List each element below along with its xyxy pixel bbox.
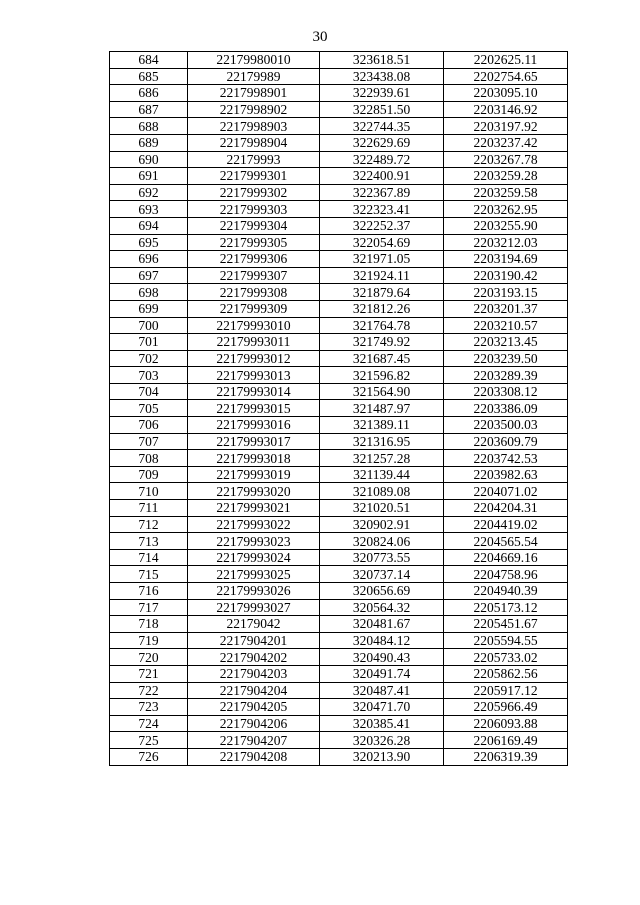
x-coordinate-cell: 323618.51 xyxy=(320,52,444,69)
y-coordinate-cell: 2203386.09 xyxy=(444,400,568,417)
table-row xyxy=(110,300,568,317)
x-coordinate-cell: 320902.91 xyxy=(320,516,444,533)
table-row xyxy=(110,101,568,118)
point-id-cell: 22179993020 xyxy=(188,483,320,500)
point-id-cell: 22179993015 xyxy=(188,400,320,417)
x-coordinate-cell: 321389.11 xyxy=(320,417,444,434)
point-id-cell: 2217904207 xyxy=(188,732,320,749)
y-coordinate-cell: 2203201.37 xyxy=(444,300,568,317)
x-coordinate-cell: 322939.61 xyxy=(320,85,444,102)
x-coordinate-cell: 322367.89 xyxy=(320,184,444,201)
x-coordinate-cell: 321564.90 xyxy=(320,383,444,400)
point-id-cell: 22179993016 xyxy=(188,417,320,434)
point-id-cell: 22179993019 xyxy=(188,466,320,483)
point-number-cell: 689 xyxy=(110,134,188,151)
x-coordinate-cell: 320326.28 xyxy=(320,732,444,749)
point-id-cell: 22179993023 xyxy=(188,533,320,550)
point-number-cell: 688 xyxy=(110,118,188,135)
point-number-cell: 692 xyxy=(110,184,188,201)
x-coordinate-cell: 321596.82 xyxy=(320,367,444,384)
x-coordinate-cell: 322629.69 xyxy=(320,134,444,151)
y-coordinate-cell: 2203267.78 xyxy=(444,151,568,168)
point-id-cell: 2217999308 xyxy=(188,284,320,301)
point-id-cell: 2217904202 xyxy=(188,649,320,666)
table-row xyxy=(110,134,568,151)
point-id-cell: 22179989 xyxy=(188,68,320,85)
x-coordinate-cell: 322252.37 xyxy=(320,217,444,234)
table-row xyxy=(110,566,568,583)
y-coordinate-cell: 2205733.02 xyxy=(444,649,568,666)
x-coordinate-cell: 322489.72 xyxy=(320,151,444,168)
point-id-cell: 22179993011 xyxy=(188,334,320,351)
point-number-cell: 686 xyxy=(110,85,188,102)
y-coordinate-cell: 2203239.50 xyxy=(444,350,568,367)
point-id-cell: 22179993017 xyxy=(188,433,320,450)
point-id-cell: 2217904203 xyxy=(188,665,320,682)
table-row xyxy=(110,665,568,682)
point-number-cell: 712 xyxy=(110,516,188,533)
point-number-cell: 726 xyxy=(110,748,188,765)
table-row xyxy=(110,732,568,749)
point-number-cell: 707 xyxy=(110,433,188,450)
y-coordinate-cell: 2203262.95 xyxy=(444,201,568,218)
point-number-cell: 716 xyxy=(110,583,188,600)
x-coordinate-cell: 321764.78 xyxy=(320,317,444,334)
point-id-cell: 22179993014 xyxy=(188,383,320,400)
x-coordinate-cell: 320471.70 xyxy=(320,699,444,716)
table-row xyxy=(110,649,568,666)
point-id-cell: 2217904206 xyxy=(188,715,320,732)
point-id-cell: 2217999307 xyxy=(188,267,320,284)
table-row xyxy=(110,433,568,450)
point-number-cell: 697 xyxy=(110,267,188,284)
table-row xyxy=(110,234,568,251)
x-coordinate-cell: 320737.14 xyxy=(320,566,444,583)
y-coordinate-cell: 2203146.92 xyxy=(444,101,568,118)
x-coordinate-cell: 321139.44 xyxy=(320,466,444,483)
table-row xyxy=(110,483,568,500)
y-coordinate-cell: 2202754.65 xyxy=(444,68,568,85)
table-row xyxy=(110,616,568,633)
y-coordinate-cell: 2205862.56 xyxy=(444,665,568,682)
point-number-cell: 717 xyxy=(110,599,188,616)
table-row xyxy=(110,201,568,218)
point-number-cell: 720 xyxy=(110,649,188,666)
y-coordinate-cell: 2203609.79 xyxy=(444,433,568,450)
point-number-cell: 691 xyxy=(110,168,188,185)
y-coordinate-cell: 2204419.02 xyxy=(444,516,568,533)
point-id-cell: 22179993013 xyxy=(188,367,320,384)
table-row xyxy=(110,217,568,234)
table-row xyxy=(110,184,568,201)
table-row xyxy=(110,450,568,467)
point-id-cell: 2217999302 xyxy=(188,184,320,201)
point-number-cell: 715 xyxy=(110,566,188,583)
table-row xyxy=(110,533,568,550)
y-coordinate-cell: 2203982.63 xyxy=(444,466,568,483)
table-row xyxy=(110,417,568,434)
coordinates-table xyxy=(109,51,568,766)
point-id-cell: 22179993010 xyxy=(188,317,320,334)
point-number-cell: 696 xyxy=(110,251,188,268)
x-coordinate-cell: 321687.45 xyxy=(320,350,444,367)
y-coordinate-cell: 2203742.53 xyxy=(444,450,568,467)
y-coordinate-cell: 2205917.12 xyxy=(444,682,568,699)
y-coordinate-cell: 2203194.69 xyxy=(444,251,568,268)
table-row xyxy=(110,583,568,600)
y-coordinate-cell: 2203213.45 xyxy=(444,334,568,351)
y-coordinate-cell: 2205451.67 xyxy=(444,616,568,633)
table-row xyxy=(110,682,568,699)
point-id-cell: 2217998901 xyxy=(188,85,320,102)
point-number-cell: 687 xyxy=(110,101,188,118)
x-coordinate-cell: 322054.69 xyxy=(320,234,444,251)
x-coordinate-cell: 321879.64 xyxy=(320,284,444,301)
x-coordinate-cell: 320481.67 xyxy=(320,616,444,633)
table-row xyxy=(110,500,568,517)
point-number-cell: 721 xyxy=(110,665,188,682)
table-row xyxy=(110,168,568,185)
x-coordinate-cell: 321257.28 xyxy=(320,450,444,467)
x-coordinate-cell: 321487.97 xyxy=(320,400,444,417)
point-number-cell: 695 xyxy=(110,234,188,251)
point-id-cell: 22179993018 xyxy=(188,450,320,467)
y-coordinate-cell: 2203289.39 xyxy=(444,367,568,384)
y-coordinate-cell: 2203193.15 xyxy=(444,284,568,301)
point-id-cell: 2217904208 xyxy=(188,748,320,765)
x-coordinate-cell: 320385.41 xyxy=(320,715,444,732)
point-id-cell: 22179993 xyxy=(188,151,320,168)
point-number-cell: 700 xyxy=(110,317,188,334)
point-number-cell: 703 xyxy=(110,367,188,384)
table-row xyxy=(110,715,568,732)
y-coordinate-cell: 2203259.28 xyxy=(444,168,568,185)
point-number-cell: 710 xyxy=(110,483,188,500)
table-row xyxy=(110,251,568,268)
x-coordinate-cell: 320213.90 xyxy=(320,748,444,765)
x-coordinate-cell: 320773.55 xyxy=(320,549,444,566)
point-number-cell: 709 xyxy=(110,466,188,483)
point-number-cell: 698 xyxy=(110,284,188,301)
y-coordinate-cell: 2203210.57 xyxy=(444,317,568,334)
point-number-cell: 693 xyxy=(110,201,188,218)
y-coordinate-cell: 2205173.12 xyxy=(444,599,568,616)
x-coordinate-cell: 321316.95 xyxy=(320,433,444,450)
table-row xyxy=(110,284,568,301)
point-id-cell: 2217999303 xyxy=(188,201,320,218)
y-coordinate-cell: 2206319.39 xyxy=(444,748,568,765)
point-id-cell: 22179993012 xyxy=(188,350,320,367)
y-coordinate-cell: 2206169.49 xyxy=(444,732,568,749)
table-row xyxy=(110,118,568,135)
table-row xyxy=(110,748,568,765)
point-id-cell: 2217999301 xyxy=(188,168,320,185)
x-coordinate-cell: 321924.11 xyxy=(320,267,444,284)
point-id-cell: 2217998904 xyxy=(188,134,320,151)
point-number-cell: 711 xyxy=(110,500,188,517)
y-coordinate-cell: 2203259.58 xyxy=(444,184,568,201)
x-coordinate-cell: 320490.43 xyxy=(320,649,444,666)
point-number-cell: 723 xyxy=(110,699,188,716)
x-coordinate-cell: 320484.12 xyxy=(320,632,444,649)
point-id-cell: 2217904204 xyxy=(188,682,320,699)
y-coordinate-cell: 2205594.55 xyxy=(444,632,568,649)
y-coordinate-cell: 2204940.39 xyxy=(444,583,568,600)
point-number-cell: 690 xyxy=(110,151,188,168)
table-row xyxy=(110,367,568,384)
table-row xyxy=(110,68,568,85)
point-id-cell: 2217998903 xyxy=(188,118,320,135)
table-row xyxy=(110,599,568,616)
page-number: 30 xyxy=(312,29,328,45)
y-coordinate-cell: 2204669.16 xyxy=(444,549,568,566)
point-id-cell: 2217999304 xyxy=(188,217,320,234)
x-coordinate-cell: 320564.32 xyxy=(320,599,444,616)
point-id-cell: 2217999305 xyxy=(188,234,320,251)
point-number-cell: 702 xyxy=(110,350,188,367)
point-id-cell: 22179993025 xyxy=(188,566,320,583)
x-coordinate-cell: 320656.69 xyxy=(320,583,444,600)
y-coordinate-cell: 2203095.10 xyxy=(444,85,568,102)
table-row xyxy=(110,466,568,483)
point-id-cell: 2217999306 xyxy=(188,251,320,268)
table-row xyxy=(110,350,568,367)
x-coordinate-cell: 321020.51 xyxy=(320,500,444,517)
point-number-cell: 708 xyxy=(110,450,188,467)
point-number-cell: 705 xyxy=(110,400,188,417)
y-coordinate-cell: 2205966.49 xyxy=(444,699,568,716)
point-number-cell: 718 xyxy=(110,616,188,633)
y-coordinate-cell: 2204204.31 xyxy=(444,500,568,517)
y-coordinate-cell: 2203237.42 xyxy=(444,134,568,151)
y-coordinate-cell: 2203197.92 xyxy=(444,118,568,135)
point-number-cell: 706 xyxy=(110,417,188,434)
y-coordinate-cell: 2203500.03 xyxy=(444,417,568,434)
point-id-cell: 2217904201 xyxy=(188,632,320,649)
point-id-cell: 22179993022 xyxy=(188,516,320,533)
point-number-cell: 684 xyxy=(110,52,188,69)
y-coordinate-cell: 2204071.02 xyxy=(444,483,568,500)
table-row xyxy=(110,85,568,102)
y-coordinate-cell: 2202625.11 xyxy=(444,52,568,69)
point-number-cell: 713 xyxy=(110,533,188,550)
point-number-cell: 694 xyxy=(110,217,188,234)
point-number-cell: 719 xyxy=(110,632,188,649)
point-number-cell: 704 xyxy=(110,383,188,400)
table-row xyxy=(110,317,568,334)
table-row xyxy=(110,151,568,168)
table-row xyxy=(110,52,568,69)
point-number-cell: 722 xyxy=(110,682,188,699)
y-coordinate-cell: 2203212.03 xyxy=(444,234,568,251)
point-id-cell: 22179042 xyxy=(188,616,320,633)
x-coordinate-cell: 321812.26 xyxy=(320,300,444,317)
table-row xyxy=(110,516,568,533)
point-id-cell: 22179980010 xyxy=(188,52,320,69)
point-id-cell: 22179993026 xyxy=(188,583,320,600)
point-id-cell: 2217998902 xyxy=(188,101,320,118)
point-number-cell: 724 xyxy=(110,715,188,732)
x-coordinate-cell: 321089.08 xyxy=(320,483,444,500)
x-coordinate-cell: 322400.91 xyxy=(320,168,444,185)
point-number-cell: 685 xyxy=(110,68,188,85)
y-coordinate-cell: 2206093.88 xyxy=(444,715,568,732)
table-row xyxy=(110,383,568,400)
y-coordinate-cell: 2203190.42 xyxy=(444,267,568,284)
x-coordinate-cell: 322851.50 xyxy=(320,101,444,118)
x-coordinate-cell: 322744.35 xyxy=(320,118,444,135)
table-row xyxy=(110,699,568,716)
table-row xyxy=(110,267,568,284)
table-row xyxy=(110,334,568,351)
point-id-cell: 2217999309 xyxy=(188,300,320,317)
y-coordinate-cell: 2203308.12 xyxy=(444,383,568,400)
x-coordinate-cell: 321749.92 xyxy=(320,334,444,351)
y-coordinate-cell: 2203255.90 xyxy=(444,217,568,234)
coordinates-table-body xyxy=(110,52,568,766)
y-coordinate-cell: 2204565.54 xyxy=(444,533,568,550)
point-id-cell: 22179993021 xyxy=(188,500,320,517)
point-number-cell: 714 xyxy=(110,549,188,566)
point-number-cell: 699 xyxy=(110,300,188,317)
y-coordinate-cell: 2204758.96 xyxy=(444,566,568,583)
x-coordinate-cell: 322323.41 xyxy=(320,201,444,218)
x-coordinate-cell: 320487.41 xyxy=(320,682,444,699)
point-id-cell: 22179993027 xyxy=(188,599,320,616)
point-id-cell: 2217904205 xyxy=(188,699,320,716)
table-row xyxy=(110,400,568,417)
point-id-cell: 22179993024 xyxy=(188,549,320,566)
point-number-cell: 701 xyxy=(110,334,188,351)
x-coordinate-cell: 323438.08 xyxy=(320,68,444,85)
x-coordinate-cell: 320491.74 xyxy=(320,665,444,682)
table-row xyxy=(110,632,568,649)
table-row xyxy=(110,549,568,566)
point-number-cell: 725 xyxy=(110,732,188,749)
x-coordinate-cell: 321971.05 xyxy=(320,251,444,268)
x-coordinate-cell: 320824.06 xyxy=(320,533,444,550)
